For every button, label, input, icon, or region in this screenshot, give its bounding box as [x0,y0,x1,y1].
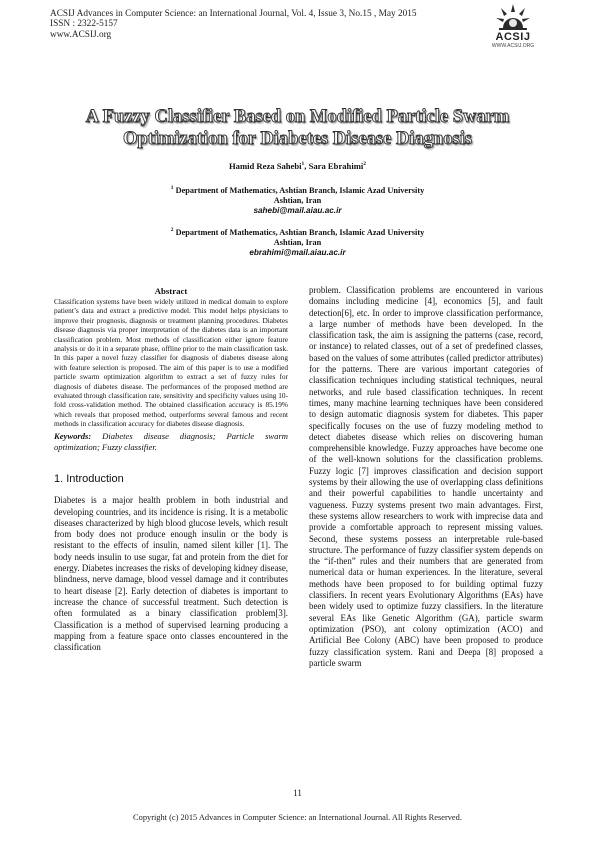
section-heading-introduction: 1. Introduction [54,473,124,486]
keywords-line [54,431,288,454]
abstract-heading: Abstract [154,286,188,296]
left-column [54,286,288,653]
affiliation-marker: 1 [170,185,174,191]
author-name: Hamid Reza Sahebi [228,161,302,171]
acsij-sun-logo-icon [493,2,533,32]
journal-logo [479,2,547,54]
affiliation-block [40,183,555,217]
author-email[interactable]: sahebi@mail.aiau.ac.ir [253,206,342,216]
paper-title-line-2: Optimization for Diabetes Disease Diagnosis [122,129,473,149]
author-affiliation-marker: 1 [301,161,305,168]
paper-title-line-1: A Fuzzy Classifier Based on Modified Particle Swarm [85,107,510,127]
author-email[interactable]: ebrahimi@mail.aiau.ac.ir [249,248,346,258]
logo-name: ACSIJ [495,31,531,43]
author-name: Sara Ebrahimi [308,161,364,171]
logo-url: WWW.ACSIJ.ORG [491,43,535,49]
right-column [309,285,543,669]
author-list [40,161,555,171]
website-line: www.ACSIJ.org [50,29,112,40]
affiliation-marker: 2 [170,227,174,233]
keywords-text: Diabetes disease diagnosis; Particle swarm optimization; Fuzzy classifier. [54,430,288,452]
affiliation-department: Department of Mathematics, Ashtian Branch, Islamic Azad University [173,227,425,237]
affiliation-department: Department of Mathematics, Ashtian Branch, Islamic Azad University [173,185,425,195]
introduction-paragraph-continued: problem. Classification problems are encountered in various domains including medicine [4], economics [5], and fault detection[6], etc. In order to improve classification performance, a large number of methods have been developed. In the classification task, the aim is assigning the patterns (case, record, or instance) to related classes, out of a set of predefined classes, based on the values of some attributes (called predictor attributes) for the patterns. There are various important categories of classification techniques including statistical techniques, neural networks, and rule based classification techniques. In recent times, many machine learning techniques have been considered to design automatic diagnosis system for diabetes. This paper specifically focuses on the use of fuzzy modeling method to detect diabetes disease which relies on discovering human comprehensible knowledge. Fuzzy approaches have become one of the well-known solutions for the classification problems. Fuzzy logic [7] improves classification and decision support systems by their allowing the use of overlapping class definitions and their powerful capabilities to handle uncertainty and vagueness. Fuzzy systems present two main advantages. First, these systems allow researchers to work with imprecise data and provide a comfortable approach to represent missing values. Second, these systems possess an interpretable rule-based structure. The performance of fuzzy classifier system depends on the “if-then” rules and their numbers that are generated from numerical data or human experiences. In the literature, several methods have been proposed to for building optimal fuzzy classifiers. In recent years Evolutionary Algorithms (EAs) have been widely used to optimize fuzzy classifiers. In the literature several EAs like Genetic Algorithm (GA), particle swarm optimization (PSO), ant colony optimization (ACO) and Artificial Bee Colony (ABC) have been proposed to produce fuzzy classification system. Rani and Deepa [8] proposed a particle swarm [309,285,543,668]
author-affiliation-marker: 2 [363,161,367,168]
copyright-footer: Copyright (c) 2015 Advances in Computer Science: an International Journal. All Rights Reserved. [133,813,462,822]
affiliation-block [40,225,555,259]
affiliation-city: Ashtian, Iran [273,238,322,248]
author-separator: , [304,161,309,171]
issn-line: ISSN : 2322-5157 [50,19,118,30]
page-number: 11 [293,788,302,798]
abstract-text: Classification systems have been widely utilized in medical domain to explore patient’s data and extract a predictive model. This model helps physicians to improve their prognosis, diagnosis or treatment planning procedures. Diabetes disease diagnosis via proper interpretation of the diabetes data is an important classification problem. Most methods of classification either ignore feature analysis or do it in a separate phase, offline prior to the main classification task. In this paper a novel fuzzy classifier for diagnosis of diabetes disease along with feature selection is proposed. The aim of this paper is to use a modified particle swarm optimization algorithm to extract a set of fuzzy rules for diagnosis of diabetes disease. The performances of the proposed method are evaluated through classification rate, sensitivity and specificity values using 10-fold cross-validation method. The obtained classification accuracy is 85.19% which reveals that proposed method, outperforms several famous and recent methods in classification accuracy for diabetes disease diagnosis. [54,297,288,429]
introduction-paragraph: Diabetes is a major health problem in both industrial and developing countries, and its incidence is rising. It is a metabolic diseases characterized by high blood glucose levels, which result from body does not produce enough insulin or the body is resistant to the effects of insulin, named silent killer [1]. The body needs insulin to use sugar, fat and protein from the diet for energy. Diabetes increases the risks of developing kidney disease, blindness, nerve damage, blood vessel damage and it contributes to heart disease [2]. Early detection of diabetes is important to increase the chance of successful treatment. Such detection is often formulated as a binary classification problem[3]. Classification is a method of supervised learning producing a mapping from a feature space onto classes encountered in the classification [54,495,288,653]
affiliation-city: Ashtian, Iran [273,196,322,206]
paper-title [40,106,555,150]
journal-header [50,9,417,40]
keywords-label: Keywords: [54,430,92,441]
journal-citation-line: ACSIJ Advances in Computer Science: an International Journal, Vol. 4, Issue 3, No.15 , May 2015 [50,9,417,19]
